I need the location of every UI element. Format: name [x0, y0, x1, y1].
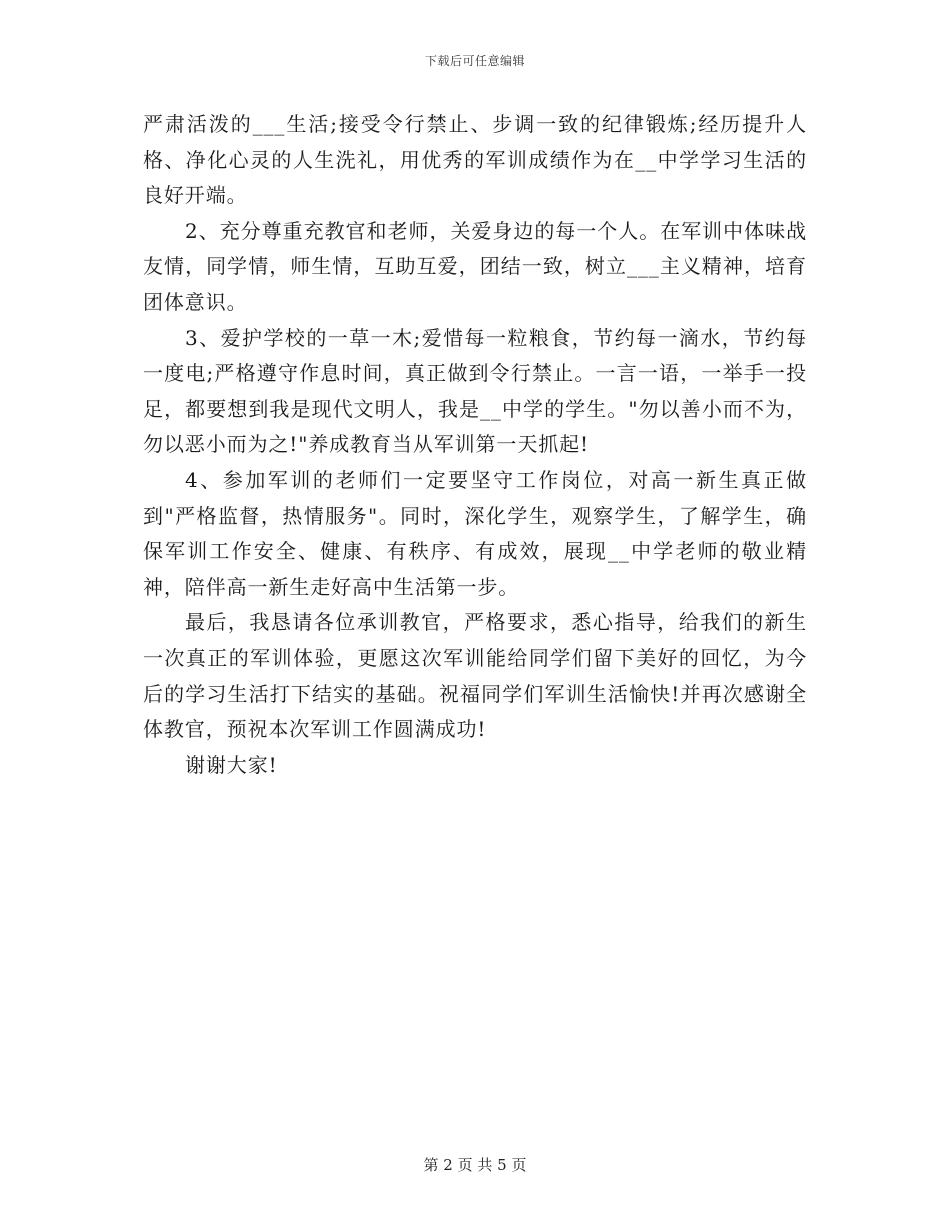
paragraph-item-3: 3、爱护学校的一草一木;爱惜每一粒粮食，节约每一滴水，节约每一度电;严格遵守作息时间，真正做到令行禁止。一言一语，一举手一投足，都要想到我是现代文明人，我是__中学的学生。"勿以善小而不为，勿以恶小而为之!"养成教育当从军训第一天抓起!: [143, 325, 807, 457]
paragraph-thanks: 谢谢大家!: [185, 752, 278, 777]
document-body: [143, 107, 807, 783]
paragraph-closing: 最后，我恳请各位承训教官，严格要求，悉心指导，给我们的新生一次真正的军训体验，更愿这次军训能给同学们留下美好的回忆，为今后的学习生活打下结实的基础。祝福同学们军训生活愉快!并再次感谢全体教官，预祝本次军训工作圆满成功!: [143, 610, 807, 742]
page-number: 第 2 页 共 5 页: [423, 1156, 527, 1174]
page-header: 下载后可任意编辑: [424, 54, 525, 68]
paragraph-item-2: 2、充分尊重充教官和老师，关爱身边的每一个人。在军训中体味战友情，同学情，师生情，互助互爱，团结一致，树立___主义精神，培育团体意识。: [143, 218, 807, 314]
paragraph-item-4: 4、参加军训的老师们一定要坚守工作岗位，对高一新生真正做到"严格监督，热情服务"。同时，深化学生，观察学生，了解学生，确保军训工作安全、健康、有秩序、有成效，展现__中学老师的敬业精神，陪伴高一新生走好高中生活第一步。: [143, 467, 807, 599]
paragraph-continuation: 严肃活泼的___生活;接受令行禁止、步调一致的纪律锻炼;经历提升人格、净化心灵的人生洗礼，用优秀的军训成绩作为在__中学学习生活的良好开端。: [143, 112, 807, 208]
